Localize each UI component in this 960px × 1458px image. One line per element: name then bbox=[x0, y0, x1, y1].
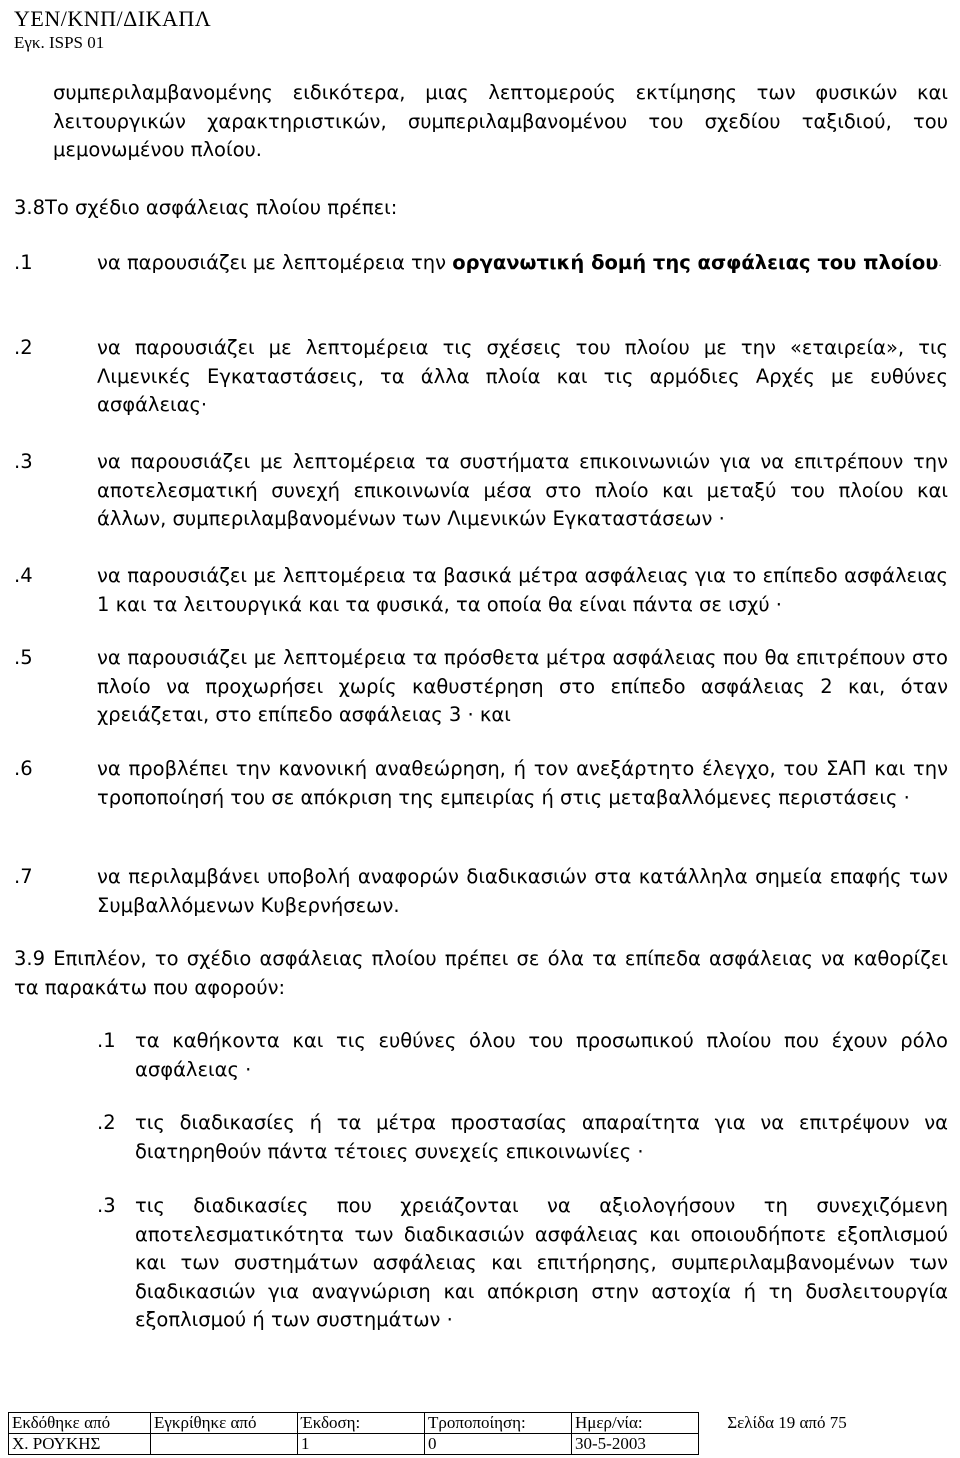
item-number: .4 bbox=[14, 564, 33, 587]
list-item: να παρουσιάζει με λεπτομέρεια τα πρόσθετα μέτρα ασφάλειας που θα επιτρέπουν στο πλοίο να προχωρήσει χωρίς καθυστέρηση στο επίπεδο ασφάλειας 2 και, όταν χρειάζεται, στο επίπεδο ασφάλειας 3 · και bbox=[97, 646, 948, 726]
footer-issued-by: Χ. ΡΟΥΚΗΣ bbox=[9, 1434, 151, 1455]
footer-edition: 1 bbox=[298, 1434, 425, 1455]
item-number: .5 bbox=[14, 646, 33, 669]
list-item: να περιλαμβάνει υποβολή αναφορών διαδικασιών στα κατάλληλα σημεία επαφής των Συμβαλλόμενων Κυβερνήσεων. bbox=[97, 865, 948, 917]
list-item: τις διαδικασίες ή τα μέτρα προστασίας απαραίτητα για να επιτρέψουν να διατηρηθούν πάντα τέτοιες συνεχείς επικοινωνίες · bbox=[135, 1111, 948, 1163]
footer-issued-by-label: Εκδόθηκε από bbox=[9, 1413, 151, 1434]
footer-page-number: Σελίδα 19 από 75 bbox=[727, 1413, 847, 1432]
item-number: .6 bbox=[14, 757, 33, 780]
header-doc-code: Εγκ. ISPS 01 bbox=[14, 33, 105, 52]
item-number: .3 bbox=[14, 450, 33, 473]
section-3-8-heading: 3.8Το σχέδιο ασφάλειας πλοίου πρέπει: bbox=[14, 196, 398, 219]
item-number: .1 bbox=[14, 251, 33, 274]
footer-empty-cell bbox=[699, 1434, 876, 1455]
footer-approved-by bbox=[151, 1434, 298, 1455]
list-item: τις διαδικασίες που χρειάζονται να αξιολογήσουν τη συνεχιζόμενη αποτελεσματικότητα των διαδικασιών ασφάλειας και οποιουδήποτε εξοπλισμού και των συστημάτων ασφάλειας και επιτήρησης, συμπεριλαμβανομένων των διαδικασιών για αναγνώριση και απόκριση στην αστοχία ή τη δυσλειτουργία εξοπλισμού ή των συστημάτων · bbox=[135, 1194, 948, 1331]
footer-approved-by-label: Εγκρίθηκε από bbox=[151, 1413, 298, 1434]
list-item: να παρουσιάζει με λεπτομέρεια τα βασικά μέτρα ασφάλειας για το επίπεδο ασφάλειας 1 και τα λειτουργικά και τα φυσικά, τα οποία θα είναι πάντα σε ισχύ · bbox=[97, 564, 948, 616]
header-org: ΥΕΝ/ΚΝΠ/ΔΙΚΑΠΛ bbox=[14, 6, 212, 31]
footer-revision-label: Τροποποίηση: bbox=[425, 1413, 572, 1434]
list-item: να παρουσιάζει με λεπτομέρεια τα συστήματα επικοινωνιών για να επιτρέπουν την αποτελεσματική συνεχή επικοινωνία μέσα στο πλοίο και μεταξύ του πλοίου και άλλων, συμπεριλαμβανομένων των Λιμενικών Εγκαταστάσεων · bbox=[97, 450, 948, 530]
item-number: .2 bbox=[97, 1111, 116, 1134]
footer-value-row bbox=[9, 1434, 876, 1455]
lead-paragraph: συμπεριλαμβανομένης ειδικότερα, μιας λεπτομερούς εκτίμησης των φυσικών και λειτουργικών χαρακτηριστικών, συμπεριλαμβανομένου του σχεδίου ταξιδιού, του μεμονωμένου πλοίου. bbox=[53, 81, 948, 161]
bold-phrase: οργανωτική δομή της ασφάλειας του πλοίου bbox=[452, 251, 939, 274]
list-item: να προβλέπει την κανονική αναθεώρηση, ή τον ανεξάρτητο έλεγχο, του ΣΑΠ και την τροποποίησή του σε απόκριση της εμπειρίας ή στις μεταβαλλόμενες περιστάσεις · bbox=[97, 757, 948, 809]
list-item: να παρουσιάζει με λεπτομέρεια την οργανωτική δομή της ασφάλειας του πλοίου· bbox=[97, 251, 942, 274]
item-number: .2 bbox=[14, 336, 33, 359]
footer-header-row bbox=[9, 1413, 876, 1434]
item-number: .7 bbox=[14, 865, 33, 888]
list-item: να παρουσιάζει με λεπτομέρεια τις σχέσεις του πλοίου με την «εταιρεία», τις Λιμενικές Εγκαταστάσεις, τα άλλα πλοία και τις αρμόδιες Αρχές με ευθύνες ασφάλειας· bbox=[97, 336, 948, 416]
footer-revision: 0 bbox=[425, 1434, 572, 1455]
footer-table bbox=[8, 1412, 876, 1455]
section-3-9-paragraph: 3.9 Επιπλέον, το σχέδιο ασφάλειας πλοίου πρέπει σε όλα τα επίπεδα ασφάλειας να καθορίζει τα παρακάτω που αφορούν: bbox=[14, 947, 948, 999]
footer-date-label: Ημερ/νία: bbox=[572, 1413, 699, 1434]
footer-date: 30-5-2003 bbox=[572, 1434, 699, 1455]
footer-edition-label: Έκδοση: bbox=[298, 1413, 425, 1434]
item-number: .1 bbox=[97, 1029, 116, 1052]
list-item: τα καθήκοντα και τις ευθύνες όλου του προσωπικού πλοίου που έχουν ρόλο ασφάλειας · bbox=[135, 1029, 948, 1081]
item-number: .3 bbox=[97, 1194, 116, 1217]
